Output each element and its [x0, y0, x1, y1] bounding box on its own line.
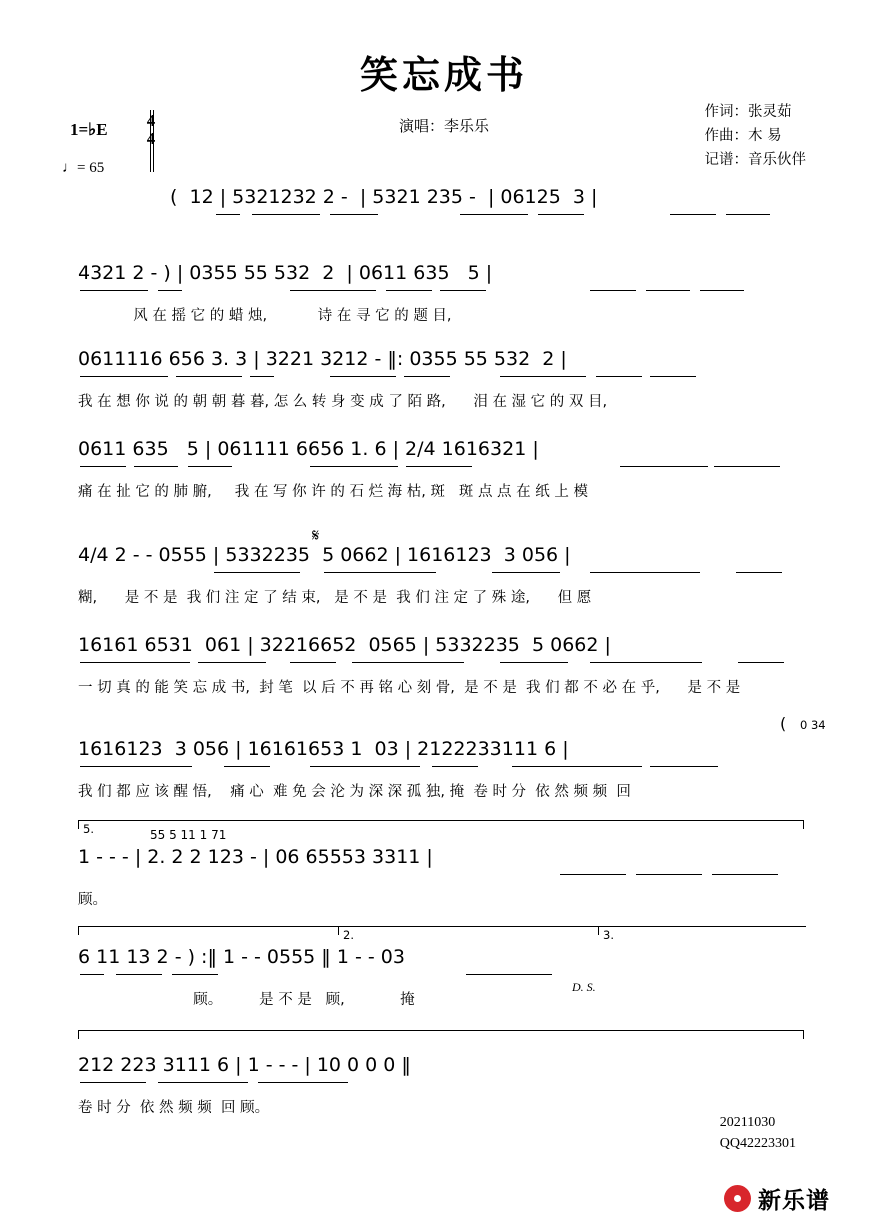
beam-rule	[80, 466, 126, 467]
system-9-lyrics: 顾。 是 不 是 顾, 掩	[78, 992, 415, 1008]
beam-rule	[158, 1082, 248, 1083]
repeat-bracket-tick	[803, 820, 804, 829]
volta-3-label: 3.	[603, 928, 614, 942]
credits-block	[705, 100, 807, 172]
beam-rule	[590, 290, 636, 291]
system-4-lyrics: 痛 在 扯 它 的 肺 腑, 我 在 写 你 许 的 石 烂 海 枯, 斑 斑 点 点 在 纸 上 模	[78, 484, 588, 500]
tempo-marking: ♩= 65	[62, 160, 105, 176]
beam-rule	[80, 974, 104, 975]
beam-rule	[80, 766, 192, 767]
beam-rule	[466, 974, 552, 975]
brand-watermark	[724, 1182, 830, 1215]
beam-rule	[330, 376, 396, 377]
volta-2-label: 2.	[343, 928, 354, 942]
grace-paren-icon: (	[780, 714, 787, 733]
credit-lyricist: 作词：张灵茹	[704, 104, 792, 120]
system-2-notes: 4321 2 - ) | 0355 55 532 2 | 0611 635 5 |	[78, 262, 493, 284]
beam-rule	[406, 466, 472, 467]
volta-2-tick	[338, 926, 339, 935]
beam-rule	[80, 290, 148, 291]
volta-3-bracket-rule	[598, 926, 806, 927]
beam-rule	[596, 376, 642, 377]
beam-rule	[440, 290, 486, 291]
system-10-notes: 212 223 3111 6 | 1 - - - | 10 0 0 0 ‖	[78, 1054, 411, 1076]
beam-rule	[590, 662, 702, 663]
system-3-lyrics: 我 在 想 你 说 的 朝 朝 暮 暮, 怎 么 转 身 变 成 了 陌 路, 泪 在 湿 它 的 双 目,	[78, 394, 608, 410]
beam-rule	[650, 766, 718, 767]
beam-rule	[80, 662, 190, 663]
footer-meta	[720, 1112, 796, 1154]
time-signature-bottom: 4	[146, 129, 156, 148]
system-10-lyrics: 卷 时 分 依 然 频 频 回 顾。	[78, 1100, 270, 1116]
system-8-lyrics: 顾。	[78, 892, 107, 908]
beam-rule	[290, 662, 336, 663]
beam-rule	[188, 466, 232, 467]
beam-rule	[252, 214, 320, 215]
beam-rule	[214, 572, 300, 573]
beam-rule	[726, 214, 770, 215]
volta-3-tick	[598, 926, 599, 935]
repeat-bracket-tick	[78, 820, 79, 829]
beam-rule	[80, 376, 168, 377]
time-signature-top: 4	[146, 111, 156, 130]
beam-rule	[714, 466, 780, 467]
beam-rule	[620, 466, 708, 467]
beam-rule	[172, 974, 218, 975]
beam-rule	[500, 376, 586, 377]
beam-rule	[560, 874, 626, 875]
volta-bracket-rule	[78, 926, 338, 927]
beam-rule	[310, 766, 420, 767]
page-title: 笑忘成书	[359, 53, 528, 97]
beam-rule	[324, 572, 436, 573]
beam-rule	[176, 376, 242, 377]
beam-rule	[134, 466, 178, 467]
beam-rule	[80, 1082, 146, 1083]
singer-label: 演唱：李乐乐	[398, 117, 489, 135]
beam-rule	[636, 874, 702, 875]
beam-rule	[460, 214, 528, 215]
beam-rule	[290, 290, 376, 291]
beam-rule	[500, 662, 568, 663]
system-5-lyrics: 糊, 是 不 是 我 们 注 定 了 结 束, 是 不 是 我 们 注 定 了 殊 途, 但 愿	[78, 590, 592, 606]
beam-rule	[216, 214, 240, 215]
system-1-notes: ( 12 | 5321232 2 - | 5321 235 - | 06125 3 |	[170, 186, 598, 208]
final-bracket-tick	[78, 1030, 79, 1039]
footer-date: 20211030	[719, 1115, 776, 1130]
final-bracket-tick	[803, 1030, 804, 1039]
beam-rule	[198, 662, 266, 663]
beam-rule	[224, 766, 270, 767]
beam-rule	[492, 572, 560, 573]
volta-bracket-tick	[78, 926, 79, 935]
beam-rule	[158, 290, 182, 291]
beam-rule	[512, 766, 642, 767]
system-6-notes: 16161 6531 061 | 32216652 0565 | 5332235 5 0662 |	[78, 634, 611, 656]
beam-rule	[352, 662, 464, 663]
beam-rule	[736, 572, 782, 573]
beam-rule	[116, 974, 162, 975]
beam-rule	[738, 662, 784, 663]
system-9-notes: 6 11 13 2 - ) :‖ 1 - - 0555 ‖ 1 - - 03	[78, 946, 405, 968]
beam-rule	[310, 466, 398, 467]
beam-rule	[650, 376, 696, 377]
footer-qq: QQ42223301	[719, 1136, 796, 1151]
grace-notes-1: 55 5 11 1 71	[150, 828, 227, 842]
key-signature-text: 1=♭E	[70, 120, 108, 139]
system-8-notes: 1 - - - | 2. 2 2 123 - | 06 65553 3311 |	[78, 846, 433, 868]
beam-rule	[404, 376, 450, 377]
system-6-lyrics: 一 切 真 的 能 笑 忘 成 书, 封 笔 以 后 不 再 铭 心 刻 骨, 是 不 是 我 们 都 不 必 在 乎, 是 不 是	[78, 680, 741, 696]
repeat-bracket-rule	[78, 820, 804, 821]
system-5-notes: 4/4 2 - - 0555 | 5332235 5 0662 | 1616123 3 056 |	[78, 544, 571, 566]
beam-rule	[670, 214, 716, 215]
system-bracket	[150, 110, 154, 172]
beam-rule	[646, 290, 690, 291]
beam-rule	[250, 376, 274, 377]
volta-2-bracket-rule	[338, 926, 598, 927]
beam-rule	[432, 766, 478, 767]
beam-rule	[712, 874, 778, 875]
final-bracket-rule	[78, 1030, 804, 1031]
record-disc-icon	[724, 1185, 751, 1212]
segno-icon: 𝄋	[312, 526, 320, 546]
beam-rule	[386, 290, 432, 291]
beam-rule	[700, 290, 744, 291]
ds-al-label: D. S.	[572, 980, 596, 994]
system-2-lyrics: 风 在 摇 它 的 蜡 烛, 诗 在 寻 它 的 题 目,	[78, 308, 452, 324]
system-7-notes: 1616123 3 056 | 16161653 1 03 | 2122233111 6 |	[78, 738, 569, 760]
beam-rule	[590, 572, 700, 573]
grace-notes-2: 0 34	[800, 718, 826, 732]
beam-rule	[258, 1082, 348, 1083]
credit-composer: 作曲：木 易	[704, 128, 782, 144]
system-7-lyrics: 我 们 都 应 该 醒 悟, 痛 心 难 免 会 沦 为 深 深 孤 独, 掩 卷 时 分 依 然 频 频 回	[78, 784, 631, 800]
volta-1-label: 5.	[83, 822, 94, 836]
key-signature	[70, 120, 108, 140]
beam-rule	[330, 214, 378, 215]
credit-notator: 记谱：音乐伙伴	[704, 152, 806, 168]
beam-rule	[538, 214, 584, 215]
system-3-notes: 0611116 656 3. 3 | 3221 3212 - ‖: 0355 55 532 2 |	[78, 348, 567, 370]
system-4-notes: 0611 635 5 | 061111 6656 1. 6 | 2/4 1616321 |	[78, 438, 539, 460]
brand-name: 新乐谱	[758, 1188, 830, 1214]
